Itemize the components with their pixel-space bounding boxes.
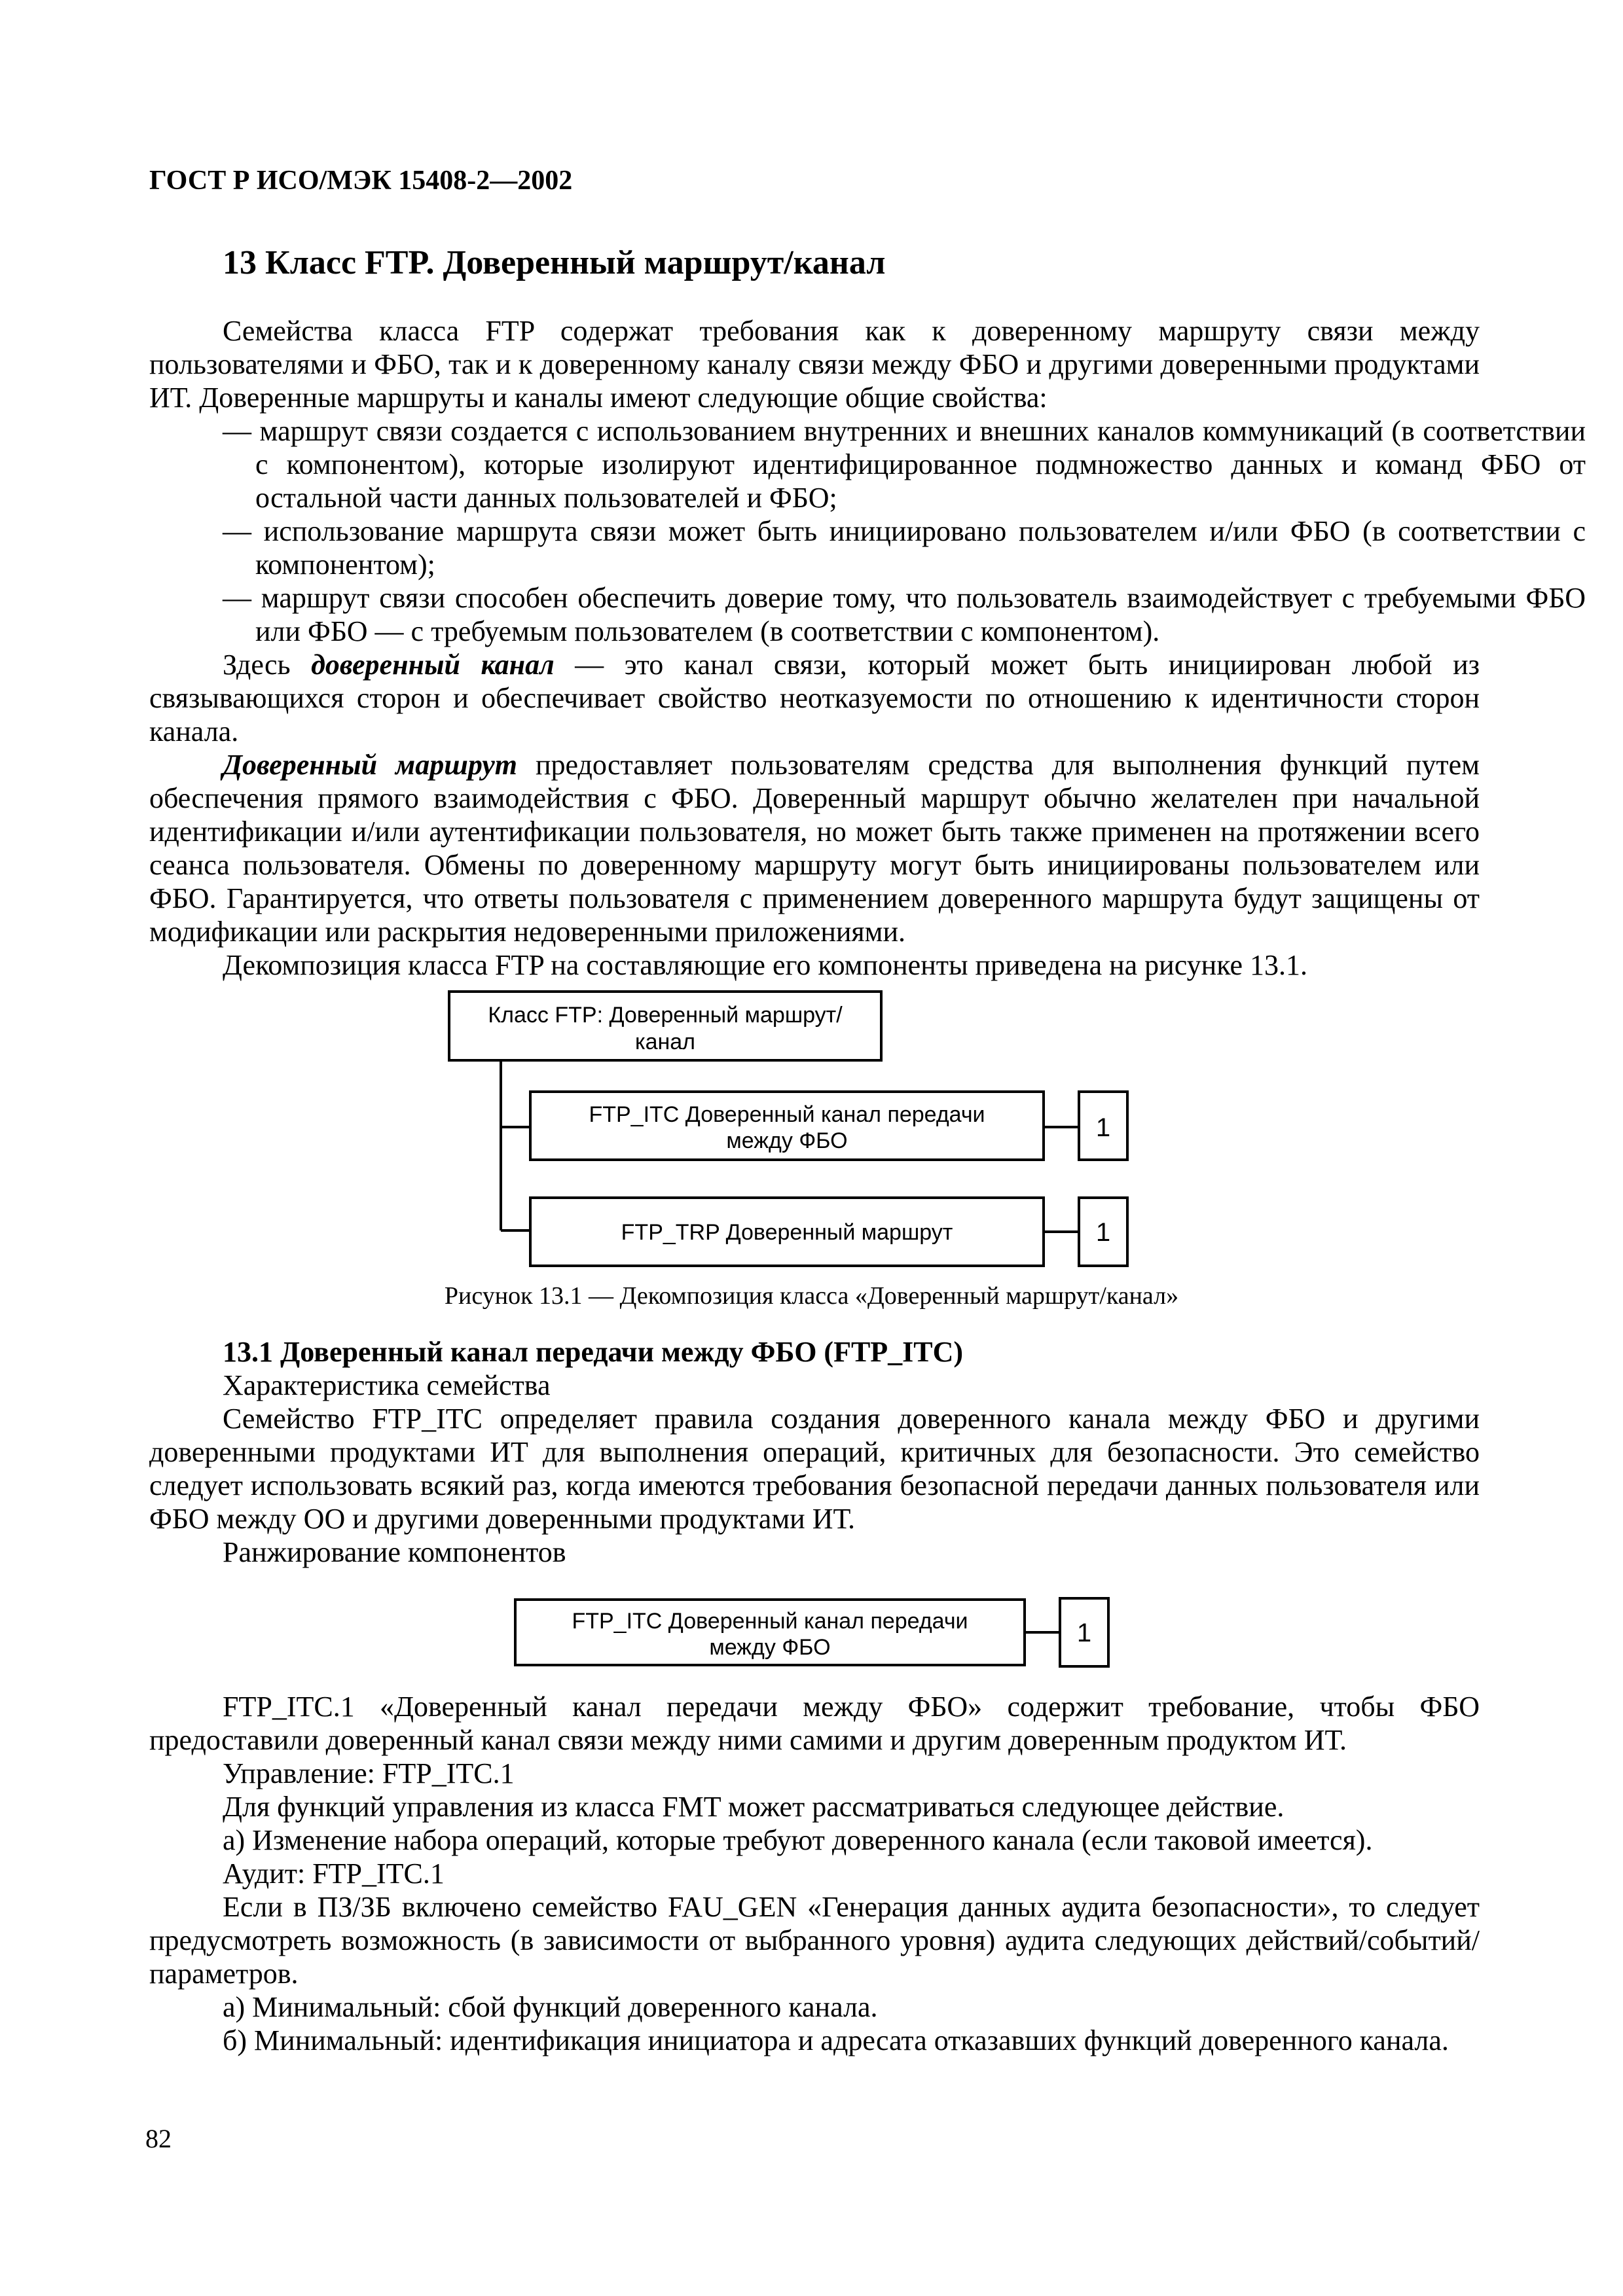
management-item: а) Изменение набора операций, которые требуют доверенного канала (если таковой имеется).	[223, 1824, 1373, 1856]
figure-caption: Рисунок 13.1 — Декомпозиция класса «Доверенный маршрут/канал»	[444, 1282, 1179, 1310]
audit-label: Аудит: FTP_ITC.1	[223, 1857, 445, 1890]
trp-box-label: FTP_TRP Доверенный маршрут	[621, 1220, 953, 1245]
family-paragraph: Семейство FTP_ITC определяет правила создания доверенного канала между ФБО и другими доверенными продуктами ИТ для выполнения операций, критичных для безопасности. Это семейство следует использовать всякий раз, когда имеются требования безопасной передачи данных пользователя или ФБО между ОО и другими доверенными продуктами ИТ.	[149, 1403, 1480, 1535]
rank-box-label: между ФБО	[709, 1635, 831, 1660]
bullet-item: — маршрут связи создается с использованием внутренних и внешних каналов коммуникаций (в соответствии с компонентом), которые изолируют идентифицированное подмножество данных и команд ФБО от остальной части данных пользователей и ФБО;	[223, 415, 1586, 514]
rank-level-label: 1	[1076, 1619, 1092, 1647]
page-number: 82	[145, 2124, 172, 2153]
document-header: ГОСТ Р ИСО/МЭК 15408-2—2002	[149, 166, 573, 196]
audit-item	[149, 2024, 1553, 2057]
bullet-item: — использование маршрута связи может быть инициировано пользователем и/или ФБО (в соответствии с компонентом);	[223, 515, 1586, 581]
term-trusted-channel: доверенный канал	[311, 649, 555, 681]
section-title: 13 Класс FTP. Доверенный маршрут/канал	[223, 244, 886, 281]
class-box-label: канал	[634, 1030, 696, 1054]
rank-box-label: FTP_ITC Доверенный канал передачи	[572, 1609, 968, 1634]
audit-item: а) Минимальный: сбой функций доверенного канала.	[223, 1991, 878, 2023]
trp-level-label: 1	[1095, 1218, 1111, 1247]
paragraph-text: — это канал связи, который может быть инициирован любой из связывающихся сторон и обеспечивает свойство неотказуемости по отношению к идентичности сторон канала.	[149, 649, 1480, 747]
class-box-label: Класс FTP: Доверенный маршрут/	[488, 1003, 843, 1028]
bullet-item: — маршрут связи способен обеспечить доверие тому, что пользователь взаимодействует с требуемыми ФБО или ФБО — с требуемым пользователем (в соответствии с компонентом).	[223, 582, 1586, 647]
family-characteristic-label: Характеристика семейства	[223, 1369, 551, 1401]
paragraph-text: предоставляет пользователям средства для выполнения функций путем обеспечения прямого взаимодействия с ФБО. Доверенный маршрут обычно желателен при начальной идентификации и/или аутентификации пользователя, но может быть также применен на протяжении всего сеанса пользователя. Обмены по доверенному маршруту могут быть инициированы пользователем или ФБО. Гарантируется, что ответы пользователя с применением доверенного маршрута будут защищены от модификации или раскрытия недоверенными приложениями.	[149, 749, 1480, 948]
management-label: Управление: FTP_ITC.1	[223, 1757, 515, 1789]
itc-box-label: между ФБО	[726, 1128, 848, 1153]
intro-paragraph: Семейства класса FTP содержат требования как к доверенному маршруту связи между пользователями и ФБО, так и к доверенному каналу связи между ФБО и другими доверенными продуктами ИТ. Доверенные маршруты и каналы имеют следующие общие свойства:	[149, 315, 1480, 414]
management-paragraph: Для функций управления из класса FMT может рассматриваться следующее действие.	[223, 1791, 1285, 1823]
itc-box-label: FTP_ITC Доверенный канал передачи	[589, 1102, 985, 1127]
itc1-paragraph: FTP_ITC.1 «Доверенный канал передачи между ФБО» содержит требование, чтобы ФБО предоставили доверенный канал связи между ними самими и другим доверенным продуктом ИТ.	[149, 1691, 1480, 1756]
audit-item-text: б) Минимальный: идентификация инициатора и адресата отказавших функций доверенного канала.	[223, 2024, 1449, 2056]
decomposition-paragraph: Декомпозиция класса FTP на составляющие его компоненты приведена на рисунке 13.1.	[223, 949, 1308, 981]
paragraph-lead: Здесь	[223, 649, 312, 681]
subsection-title: 13.1 Доверенный канал передачи между ФБО (FTP_ITC)	[223, 1336, 964, 1368]
ranking-label: Ранжирование компонентов	[223, 1536, 566, 1568]
itc-level-label: 1	[1095, 1113, 1111, 1142]
term-trusted-path: Доверенный маршрут	[223, 749, 518, 781]
audit-paragraph: Если в ПЗ/ЗБ включено семейство FAU_GEN «Генерация данных аудита безопасности», то следует предусмотреть возможность (в зависимости от выбранного уровня) аудита следующих действий/событий/параметров.	[149, 1891, 1480, 1990]
